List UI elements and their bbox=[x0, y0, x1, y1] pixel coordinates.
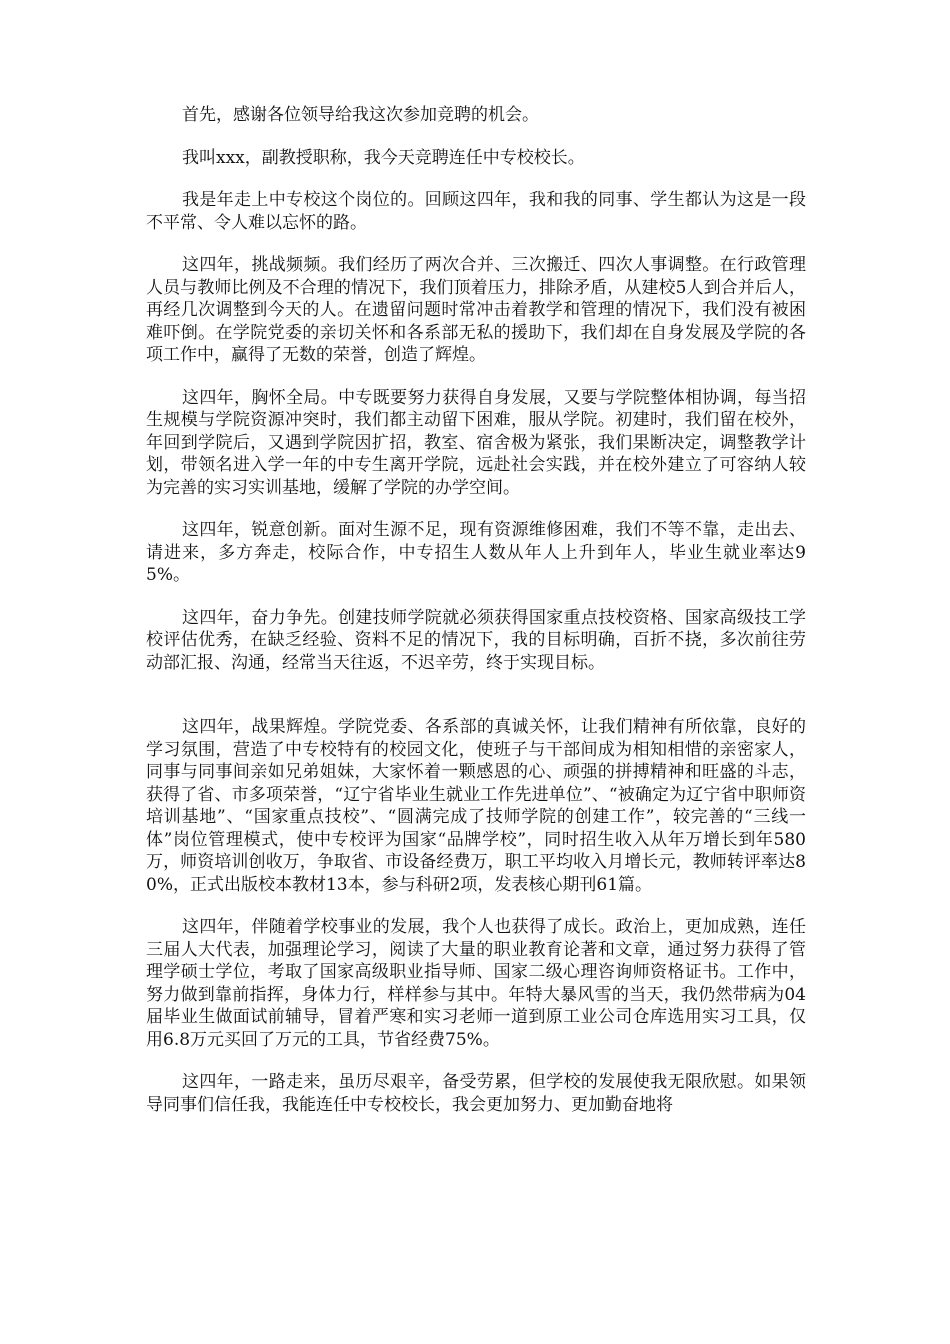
paragraph-striving: 这四年，奋力争先。创建技师学院就必须获得国家重点技校资格、国家高级技工学校评估优秀，在缺乏经验、资料不足的情况下，我的目标明确，百折不挠，多次前往劳动部汇报、沟通，经常当天往返，不迟辛劳，终于实现目标。 bbox=[146, 607, 806, 673]
paragraph-overall-view: 这四年，胸怀全局。中专既要努力获得自身发展，又要与学院整体相协调，每当招生规模与学院资源冲突时，我们都主动留下困难，服从学院。初建时，我们留在校外，年回到学院后，又遇到学院因扩招，教室、宿舍极为紧张，我们果断决定，调整教学计划，带领名进入学一年的中专生离开学院，远赴社会实践，并在校外建立了可容纳人较为完善的实习实训基地，缓解了学院的办学空间。 bbox=[146, 387, 806, 498]
paragraph-challenges: 这四年，挑战频频。我们经历了两次合并、三次搬迁、四次人事调整。在行政管理人员与教师比例及不合理的情况下，我们顶着压力，排除矛盾，从建校5人到合并后人，再经几次调整到今天的人。在遗留问题时常冲击着教学和管理的情况下，我们没有被困难吓倒。在学院党委的亲切关怀和各系部无私的援助下，我们却在自身发展及学院的各项工作中，赢得了无数的荣誉，创造了辉煌。 bbox=[146, 255, 806, 365]
paragraph-review: 我是年走上中专校这个岗位的。回顾这四年，我和我的同事、学生都认为这是一段不平常、令人难以忘怀的路。 bbox=[146, 190, 806, 233]
paragraph-closing: 这四年，一路走来，虽历尽艰辛，备受劳累，但学校的发展使我无限欣慰。如果领导同事们信任我，我能连任中专校校长，我会更加努力、更加勤奋地将 bbox=[146, 1072, 806, 1115]
paragraph-personal-growth: 这四年，伴随着学校事业的发展，我个人也获得了成长。政治上，更加成熟，连任三届人大代表，加强理论学习，阅读了大量的职业教育论著和文章，通过努力获得了管理学硕士学位，考取了国家高级职业指导师、国家二级心理咨询师资格证书。工作中，努力做到靠前指挥，身体力行，样样参与其中。年特大暴风雪的当天，我仍然带病为04届毕业生做面试前辅导，冒着严寒和实习老师一道到原工业公司仓库选用实习工具，仅用6.8万元买回了万元的工具，节省经费75%。 bbox=[146, 917, 806, 1050]
document-body bbox=[146, 104, 806, 1116]
paragraph-achievements: 这四年，战果辉煌。学院党委、各系部的真诚关怀，让我们精神有所依靠，良好的学习氛围，营造了中专校特有的校园文化，使班子与干部间成为相知相惜的亲密家人，同事与同事间亲如兄弟姐妹，大家怀着一颗感恩的心、顽强的拼搏精神和旺盛的斗志，获得了省、市多项荣誉，“辽宁省毕业生就业工作先进单位”、“被确定为辽宁省中职师资培训基地”、“国家重点技校”、“圆满完成了技师学院的创建工作”，较完善的“三线一体”岗位管理模式，使中专校评为国家“品牌学校”，同时招生收入从年万增长到年580万，师资培训创收万，争取省、市设备经费万，职工平均收入月增长元，教师转评率达80%，正式出版校本教材13本，参与科研2项，发表核心期刊61篇。 bbox=[146, 717, 806, 895]
paragraph-opening-thanks: 首先，感谢各位领导给我这次参加竞聘的机会。 bbox=[182, 105, 539, 125]
paragraph-innovation: 这四年，锐意创新。面对生源不足，现有资源维修困难，我们不等不靠，走出去、请进来，多方奔走，校际合作，中专招生人数从年人上升到年人，毕业生就业率达95%。 bbox=[146, 520, 806, 585]
paragraph-self-introduction: 我叫xxx，副教授职称，我今天竞聘连任中专校校长。 bbox=[182, 147, 585, 168]
